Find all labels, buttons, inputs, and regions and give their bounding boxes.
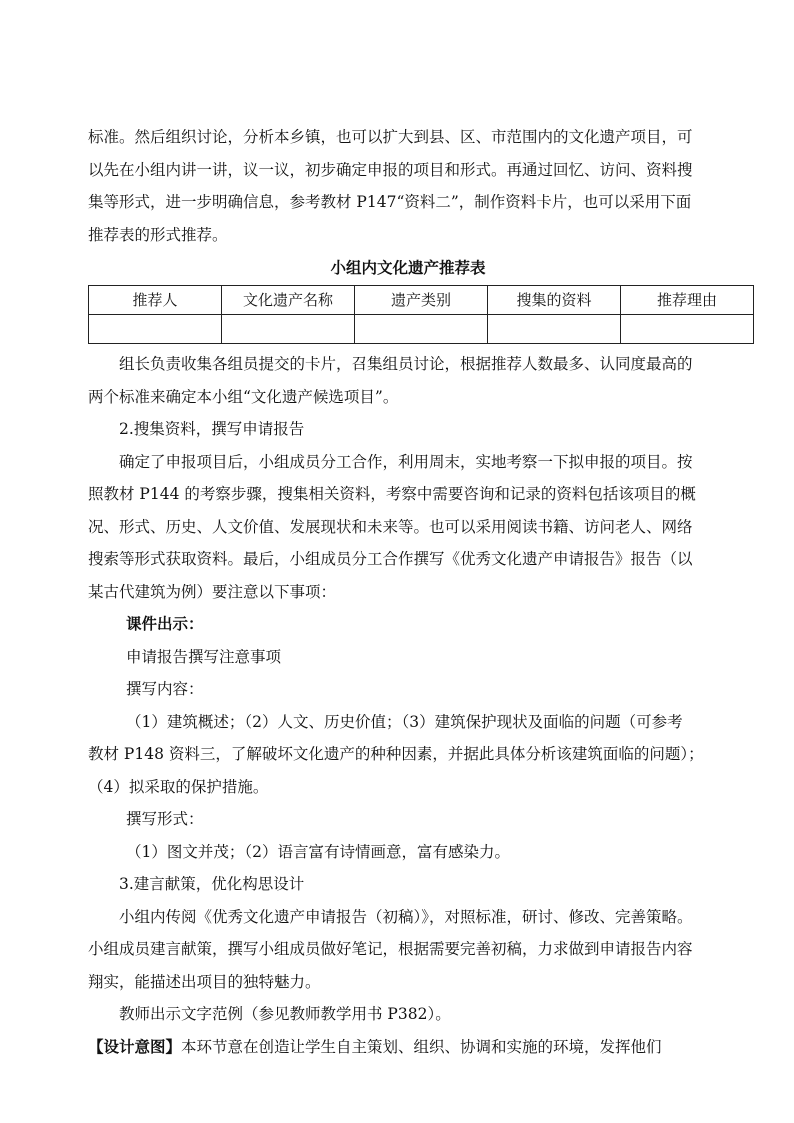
paragraph-line: 搜索等形式获取资料。最后，小组成员分工合作撰写《优秀文化遗产申请报告》报告（以 — [88, 550, 693, 568]
paragraph-line: （1）建筑概述；（2）人文、历史价值；（3）建筑保护现状及面临的问题（可参考 — [126, 712, 683, 731]
table-header-cell: 搜集的资料 — [488, 286, 621, 315]
table-header-cell: 遗产类别 — [355, 286, 488, 315]
design-intent-tag: 【设计意图】 — [88, 1036, 182, 1056]
paragraph-line: 以先在小组内讲一讲，议一议，初步确定申报的项目和形式。再通过回忆、访问、资料搜 — [88, 160, 693, 179]
table-header-row — [89, 286, 754, 315]
section-heading: 2.搜集资料，撰写申请报告 — [119, 420, 305, 438]
table-cell — [621, 315, 754, 344]
courseware-label: 课件出示： — [126, 614, 204, 633]
table-cell — [89, 315, 222, 344]
table-header-cell: 文化遗产名称 — [222, 286, 355, 315]
table-caption: 小组内文化遗产推荐表 — [330, 258, 486, 277]
paragraph-line: 组长负责收集各组员提交的卡片，召集组员讨论，根据推荐人数最多、认同度最高的 — [119, 355, 693, 373]
paragraph-line: 小组内传阅《优秀文化遗产申请报告（初稿）》，对照标准，研讨、修改、完善策略。 — [119, 907, 693, 926]
paragraph-line: 某古代建筑为例）要注意以下事项： — [88, 582, 337, 601]
table-cell — [488, 315, 621, 344]
paragraph-line: 况、形式、历史、人文价值、发展现状和未来等。也可以采用阅读书籍、访问老人、网络 — [88, 517, 693, 536]
table-header-cell: 推荐理由 — [621, 286, 754, 315]
paragraph-line: 教材 P148 资料三，了解破坏文化遗产的种种因素，并据此具体分析该建筑面临的问题）； — [88, 745, 704, 763]
paragraph-line: 确定了申报项目后，小组成员分工合作，利用周末，实地考察一下拟申报的项目。按 — [119, 452, 693, 471]
content-label: 撰写内容： — [126, 680, 204, 698]
paragraph-line: 集等形式，进一步明确信息，参考教材 P147“资料二”，制作资料卡片，也可以采用下面 — [88, 193, 692, 211]
table-row — [89, 315, 754, 344]
section-heading: 3.建言献策，优化构思设计 — [119, 875, 305, 893]
table-cell — [355, 315, 488, 344]
form-label: 撰写形式： — [126, 810, 204, 828]
paragraph-line: （4）拟采取的保护措施。 — [88, 777, 269, 796]
paragraph-line: 照教材 P144 的考察步骤，搜集相关资料，考察中需要咨询和记录的资料包括该项目的概 — [88, 485, 696, 503]
document-page — [88, 121, 728, 1063]
notice-title: 申请报告撰写注意事项 — [126, 647, 282, 666]
design-intent-line — [88, 1031, 728, 1064]
design-intent-text: 本环节意在创造让学生自主策划、组织、协调和实施的环境，发挥他们 — [181, 1037, 662, 1056]
paragraph-line: 推荐表的形式推荐。 — [88, 225, 228, 244]
paragraph-line: 翔实，能描述出项目的独特魅力。 — [88, 972, 321, 991]
teacher-line: 教师出示文字范例（参见教师教学用书 P382）。 — [119, 1005, 451, 1023]
recommendation-table — [88, 285, 754, 344]
paragraph-line: 小组成员建言献策，撰写小组成员做好笔记，根据需要完善初稿，力求做到申请报告内容 — [88, 940, 693, 958]
paragraph-line: 两个标准来确定本小组“文化遗产候选项目”。 — [88, 387, 399, 406]
table-header-cell: 推荐人 — [89, 286, 222, 315]
paragraph-line: 标准。然后组织讨论，分析本乡镇，也可以扩大到县、区、市范围内的文化遗产项目，可 — [88, 128, 693, 146]
table-cell — [222, 315, 355, 344]
paragraph-line: （1）图文并茂；（2）语言富有诗情画意，富有感染力。 — [126, 842, 510, 861]
